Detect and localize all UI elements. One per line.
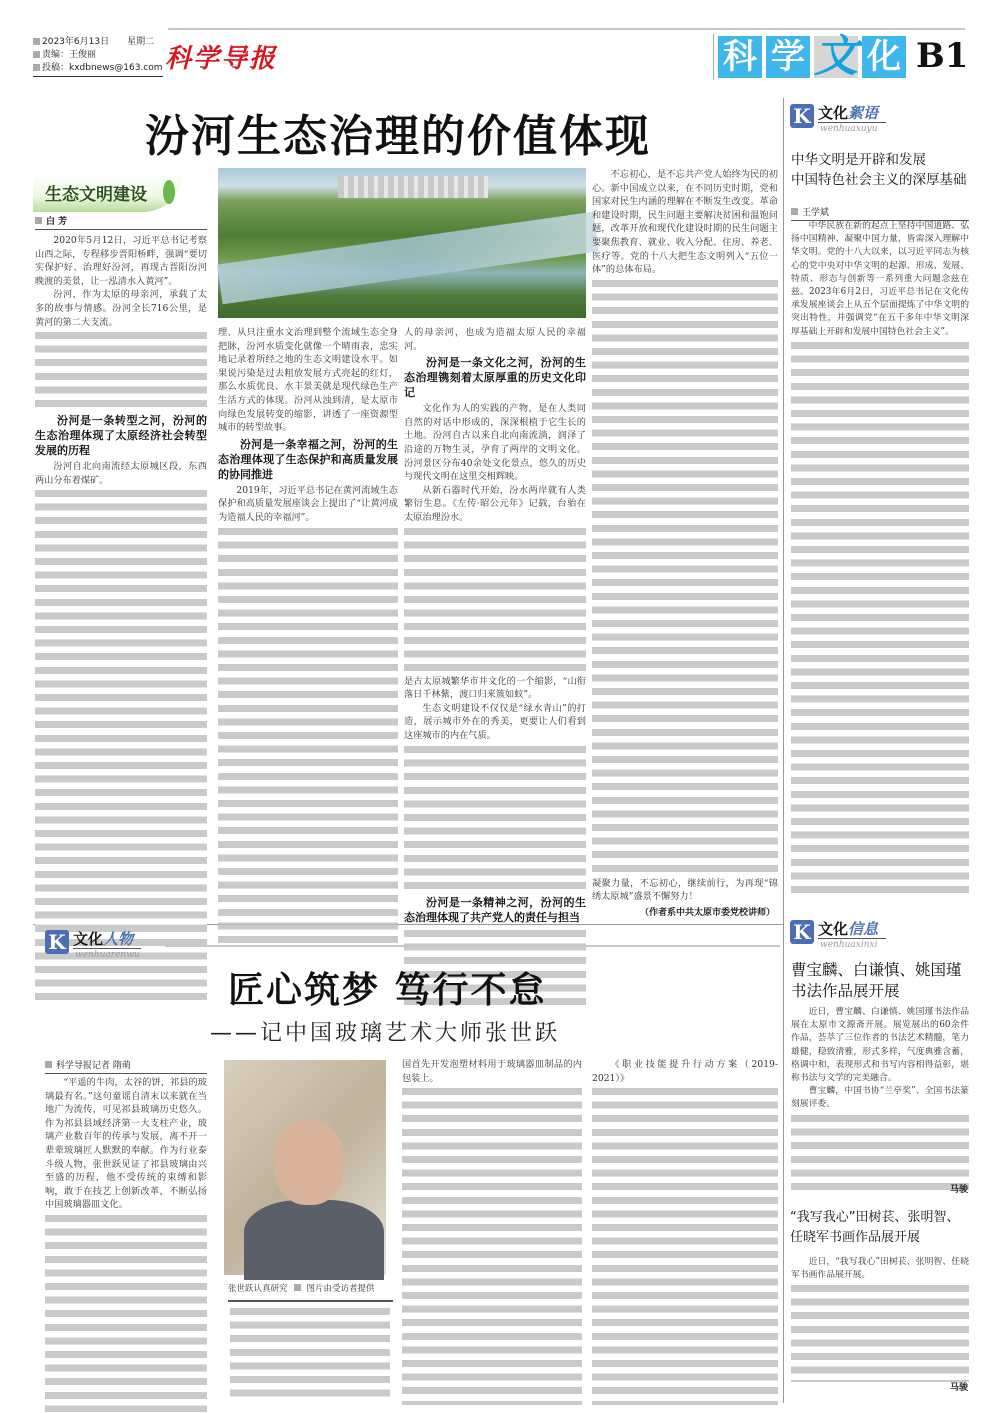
title-line: 曹宝麟、白谦慎、姚国瑾: [791, 961, 962, 979]
paragraph: “平遥的牛肉，太谷的饼，祁县的玻璃最有名。”这句童谣自清末以来就在当地广为流传，可见祁县玻璃历史悠久。作为祁县县域经济第一大支柱产业，玻璃产业数百年的传承与发展，离不开一辈辈玻璃匠人默默的奉献。作为行业泰斗级人物，张世跃见证了祁县玻璃由兴至盛的历程，他不受传统的束缚和影响，敢于在技艺上创新改革，不断弘扬中国玻璃器皿文化。: [45, 1077, 207, 1211]
title-line: 中华文明是开辟和发展: [791, 152, 926, 168]
column-logo-wenhuaxinxi: [790, 920, 970, 956]
column-logo-wenhuaxuyu: [790, 104, 970, 140]
text-continuation: [592, 1085, 778, 1405]
author-name: 科学导报记者 隋萌: [56, 1061, 131, 1071]
text-continuation: [402, 1085, 582, 1405]
zhang-shiyue-portrait: [224, 1060, 386, 1275]
column-pinyin: wenhuarenwu: [75, 950, 140, 960]
paragraph: 中华民族在新的起点上坚持中国道路、弘扬中国精神、凝聚中国力量，皆需深入理解中华文明。党的十八大以来，以习近平同志为核心的党中央对中华文明的起源、形成、发展、特质、形态与创新等一系列重大问题念兹在兹。2023年6月2日，习近平总书记在文化传承发展座谈会上从五个层面提炼了中华文明的突出特性，并强调党“在五千多年中华文明深厚基础上开辟和发展中国特色社会主义”。: [791, 221, 969, 337]
k-logo-icon: K: [790, 104, 814, 128]
paragraph: 文化作为人的实践的产物，是在人类同自然的对话中形成的，深深根植于它生长的土地。汾河自古以来自北向南流淌，润泽了沿途的万物生灵，孕育了两岸的文明文化。汾河景区分布40余处文化景点，悠久的历史与现代文明在这里交相辉映。: [404, 403, 586, 483]
paragraph: 人的母亲河，也成为造福太原人民的幸福河。: [404, 327, 586, 352]
text-continuation: [404, 525, 586, 675]
sidebar-article-body: [791, 220, 969, 900]
section-char: 学: [766, 36, 810, 78]
section-rule: [165, 945, 780, 947]
column-label: 文化: [818, 920, 849, 938]
photo-caption: [228, 1282, 393, 1302]
text-continuation: [35, 329, 207, 411]
author-name: 王学斌: [802, 208, 830, 218]
k-logo-icon: K: [45, 930, 69, 954]
section-divider: [713, 34, 714, 80]
title-line: 任晓军书画作品展开展: [790, 1230, 921, 1245]
issue-info: [33, 36, 163, 77]
article-column-1: [35, 234, 207, 904]
text-continuation: [791, 1112, 969, 1192]
text-continuation: [404, 743, 586, 893]
paragraph: 不忘初心，是不忘共产党人始终为民的初心。新中国成立以来，在不同历史时期，党和国家对民生内涵的理解在不断发生改变。革命和建设时期，民生问题主要解决贫困和温饱问题，改革开放和现代化建设时期的民生问题主要聚焦教育、就业、收入分配、住房、养老、医疗等。党的十八大把生态文明列入“五位一体”的总体布局。: [592, 169, 778, 276]
masthead-logo: 科学导报: [165, 44, 278, 74]
subheading: 汾河是一条幸福之河，汾河的生态治理体现了生态保护和高质量发展的协同推进: [218, 437, 398, 481]
page-number: B1: [916, 36, 969, 76]
text-continuation: [592, 277, 778, 877]
text-continuation: [45, 1212, 207, 1412]
article-column-4: [592, 1058, 778, 1401]
column-pinyin: wenhuaxinxi: [820, 940, 878, 950]
article-column-3: [402, 1058, 582, 1401]
title-line: 中国特色社会主义的深厚基础: [791, 172, 967, 188]
editor: 责编：王俊丽: [42, 50, 97, 60]
column-label: 文化: [73, 930, 104, 948]
news-title: [790, 1208, 985, 1248]
paragraph: 汾河自北向南流经太原城区段，东西两山分布着煤矿。: [35, 461, 207, 486]
paragraph: 凝聚力量，不忘初心，继续前行，为再现“锦绣太原城”盛景不懈努力！: [592, 877, 778, 903]
column-accent: 人物: [103, 930, 134, 948]
subheading: 汾河是一条文化之河，汾河的生态治理镌刻着太原厚重的历史文化印记: [404, 356, 586, 400]
paragraph: 近日，“我写我心”田树苌、张明智、任晓军书画作品展开展。: [791, 1257, 969, 1281]
paragraph: 是古太原城繁华市井文化的一个缩影，“山衔落日千林紫，渡口归来簇如蚁”。: [404, 675, 586, 701]
header-rule: [168, 28, 965, 30]
text-continuation: [218, 525, 398, 945]
news-body: [791, 1256, 969, 1376]
news-body: [791, 1006, 969, 1181]
title-line: “我写我心”田树苌、张明智、: [790, 1210, 960, 1225]
column-accent: 絮语: [848, 104, 879, 122]
contact-email: 投稿：kxdbnews@163.com: [42, 63, 163, 73]
article-title: 匠心筑梦 笃行不怠: [228, 970, 547, 1011]
sidebar-author: [791, 205, 969, 221]
section-char: 科: [718, 36, 762, 78]
news-signature: 马骏: [949, 1185, 968, 1195]
section-char: 化: [862, 36, 906, 78]
subheading: 汾河是一条转型之河，汾河的生态治理体现了太原经济社会转型发展的历程: [35, 414, 207, 458]
k-logo-icon: K: [790, 920, 814, 944]
author-footnote: （作者系中共太原市委党校讲师）: [640, 908, 776, 918]
paragraph: 从新石器时代开始，汾水两岸就有人类繁衍生息。《左传·昭公元年》记载，台骀在太原治理汾水。: [404, 484, 586, 523]
paragraph: 2020年5月12日，习近平总书记考察山西之际，专程移步晋阳桥畔，强调“要切实保护好、治理好汾河，再现古晋阳汾河晚渡的美景，让一泓清水入黄河”。: [35, 235, 207, 287]
paragraph: 汾河，作为太原的母亲河，承载了太多的故事与情感。汾河全长716公里，是黄河的第二大支流。: [35, 289, 207, 328]
article-column-1: [45, 1076, 207, 1401]
section-char: 文: [814, 31, 858, 82]
paragraph: 近日，曹宝麟、白谦慎、姚国瑾书法作品展在太原市文源斋开展。展览展出的60余件作品，荟萃了三位作者的书法艺术精髓，笔力雄健，稳致清雅，形式多样，气度典雅含蓄，格调中和，表现形式和书写内容相得益彰，堪称书法与文学的完美融合。: [791, 1007, 969, 1084]
article-author: [45, 1058, 207, 1074]
section-title: [718, 31, 906, 82]
news-signature: 马骏: [949, 1383, 968, 1393]
article-column-2: [218, 326, 398, 904]
tree-icon: [163, 180, 175, 204]
column-banner: [33, 172, 183, 212]
article-author: [35, 214, 207, 230]
text-continuation: [230, 1305, 390, 1401]
issue-date: 2023年6月13日 星期二: [42, 37, 155, 47]
text-continuation: [791, 1282, 969, 1382]
article-column-4: [592, 168, 778, 903]
title-line: 书法作品展开展: [791, 982, 900, 1000]
paragraph: 曹宝麟，中国书协“兰亭奖”、全国书法篆刻展评委。: [791, 1086, 969, 1110]
paragraph: 《职业技能提升行动方案（2019-2021）》: [592, 1059, 778, 1084]
article-column-2: [230, 1305, 390, 1401]
column-banner-label: 生态文明建设: [45, 185, 147, 205]
sidebar-article-title: [791, 150, 976, 190]
paragraph: 生态文明建设不仅仅是“绿水青山”的打造，展示城市外在的秀美，更要让人们看到这座城市的内在气质。: [404, 702, 586, 741]
paragraph: 理、从只注重水文治理到整个流域生态全身把脉，汾河水质变化就像一个晴雨表，忠实地记录着所经之地的生态文明建设水平。如果说污染是过去粗放发展方式亮起的红灯，那么水质优良、水丰景美就是现代绿色生产生活方式的体现。汾河从浊到清，是太原市向绿色发展转变的缩影，讲透了一座资源型城市的转型故事。: [218, 327, 398, 434]
article-subtitle: ——记中国玻璃艺术大师张世跃: [210, 1021, 561, 1046]
article-column-3: [404, 326, 586, 924]
news-title: [791, 960, 976, 1002]
paragraph: 2019年，习近平总书记在黄河流域生态保护和高质量发展座谈会上提出了“让黄河成为造福人民的幸福河”。: [218, 484, 398, 523]
column-divider: [783, 98, 784, 1403]
paragraph: 国首先开发泡塑材料用于玻璃器皿制品的内包装上。: [402, 1059, 582, 1084]
text-continuation: [791, 339, 969, 899]
column-accent: 信息: [848, 920, 879, 938]
fenhe-river-photo: [218, 168, 586, 318]
article-title: 汾河生态治理的价值体现: [145, 111, 651, 162]
subheading: 汾河是一条精神之河，汾河的生态治理体现了共产党人的责任与担当: [404, 895, 586, 924]
column-logo-wenhuarenwu: [45, 930, 175, 966]
caption-text: 张世跃认真研究: [228, 1284, 288, 1294]
column-label: 文化: [818, 104, 849, 122]
author-name: 白 芳: [46, 217, 68, 227]
photo-credit: 图片由受访者提供: [306, 1284, 375, 1294]
column-pinyin: wenhuaxuyu: [820, 124, 878, 134]
